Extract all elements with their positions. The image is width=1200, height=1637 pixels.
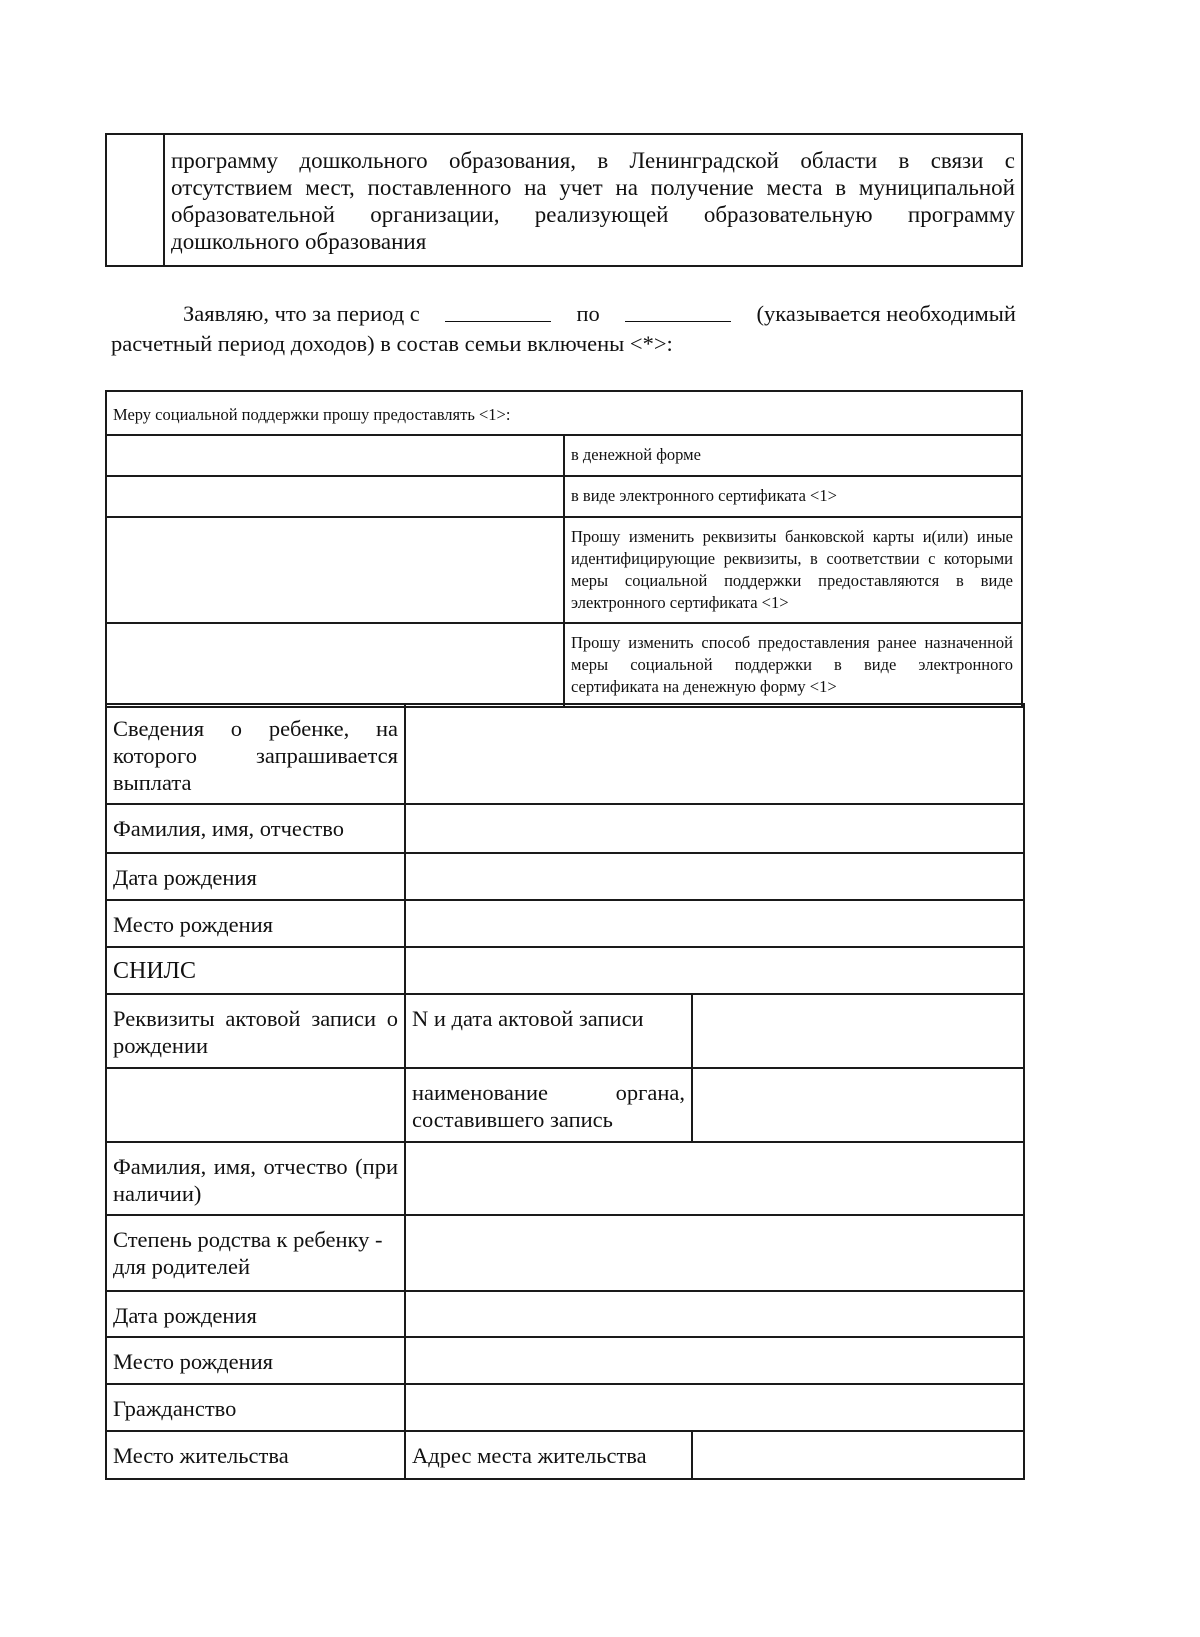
category-table (105, 133, 1023, 267)
declaration-line-2: расчетный период доходов) в состав семьи включены <*>: (111, 331, 673, 356)
residence-address-label: Адрес места жительства (405, 1431, 692, 1479)
child-name-field[interactable] (405, 804, 1024, 853)
relationship-label: Степень родства к ребенку - для родителей (106, 1215, 405, 1291)
birth-record-empty-cell (106, 1068, 405, 1142)
period-from-field[interactable] (445, 299, 551, 322)
child-birth-place-field[interactable] (405, 900, 1024, 947)
applicant-birth-place-field[interactable] (405, 1337, 1024, 1384)
option-checkbox-cash[interactable] (106, 435, 564, 476)
snils-field[interactable] (405, 947, 1024, 994)
option-change-details-label: Прошу изменить реквизиты банковской карты и(или) иные идентифицирующие реквизиты, в соответствии с которыми меры социальной поддержки предоставляются в виде электронного сертификата <1> (564, 517, 1022, 623)
declaration-line-1 (111, 299, 1016, 329)
applicant-birth-date-field[interactable] (405, 1291, 1024, 1337)
applicant-birth-place-label: Место рождения (106, 1337, 405, 1384)
declaration-period-to-label: по (576, 301, 600, 326)
birth-record-label: Реквизиты актовой записи о рождении (106, 994, 405, 1068)
option-checkbox-certificate[interactable] (106, 476, 564, 517)
option-checkbox-change-method[interactable] (106, 623, 564, 707)
applicant-name-field[interactable] (405, 1142, 1024, 1215)
record-authority-field[interactable] (692, 1068, 1024, 1142)
option-cash-label: в денежной форме (564, 435, 1022, 476)
record-authority-label: наименование органа, составившего запись (405, 1068, 692, 1142)
child-info-header-value[interactable] (405, 704, 1024, 804)
record-number-date-field[interactable] (692, 994, 1024, 1068)
declaration-period-from-label: Заявляю, что за период с (183, 301, 420, 326)
applicant-name-label: Фамилия, имя, отчество (при наличии) (106, 1142, 405, 1215)
child-name-label: Фамилия, имя, отчество (106, 804, 405, 853)
relationship-field[interactable] (405, 1215, 1024, 1291)
child-info-table (105, 703, 1025, 1480)
declaration-paragraph (111, 299, 1016, 359)
category-checkbox-cell[interactable] (106, 134, 164, 266)
declaration-period-note: (указывается необходимый (756, 301, 1016, 326)
child-birth-date-field[interactable] (405, 853, 1024, 900)
option-change-method-label: Прошу изменить способ предоставления ранее назначенной меры социальной поддержки в виде электронного сертификата на денежную форму <1> (564, 623, 1022, 707)
category-text: программу дошкольного образования, в Ленинградской области в связи с отсутствием мест, поставленного на учет на получение места в муниципальной образовательной организации, реализующей образовательную программу дошкольного образования (164, 134, 1022, 266)
support-form-table (105, 390, 1023, 708)
option-certificate-label: в виде электронного сертификата <1> (564, 476, 1022, 517)
period-to-field[interactable] (625, 299, 731, 322)
support-form-header: Меру социальной поддержки прошу предоставлять <1>: (106, 391, 1022, 435)
citizenship-field[interactable] (405, 1384, 1024, 1431)
child-birth-date-label: Дата рождения (106, 853, 405, 900)
child-birth-place-label: Место рождения (106, 900, 405, 947)
residence-label: Место жительства (106, 1431, 405, 1479)
category-row (106, 134, 1022, 266)
option-checkbox-change-details[interactable] (106, 517, 564, 623)
citizenship-label: Гражданство (106, 1384, 405, 1431)
child-info-header: Сведения о ребенке, на которого запрашивается выплата (106, 704, 405, 804)
applicant-birth-date-label: Дата рождения (106, 1291, 405, 1337)
record-number-date-label: N и дата актовой записи (405, 994, 692, 1068)
snils-label: СНИЛС (106, 947, 405, 994)
residence-address-field[interactable] (692, 1431, 1024, 1479)
